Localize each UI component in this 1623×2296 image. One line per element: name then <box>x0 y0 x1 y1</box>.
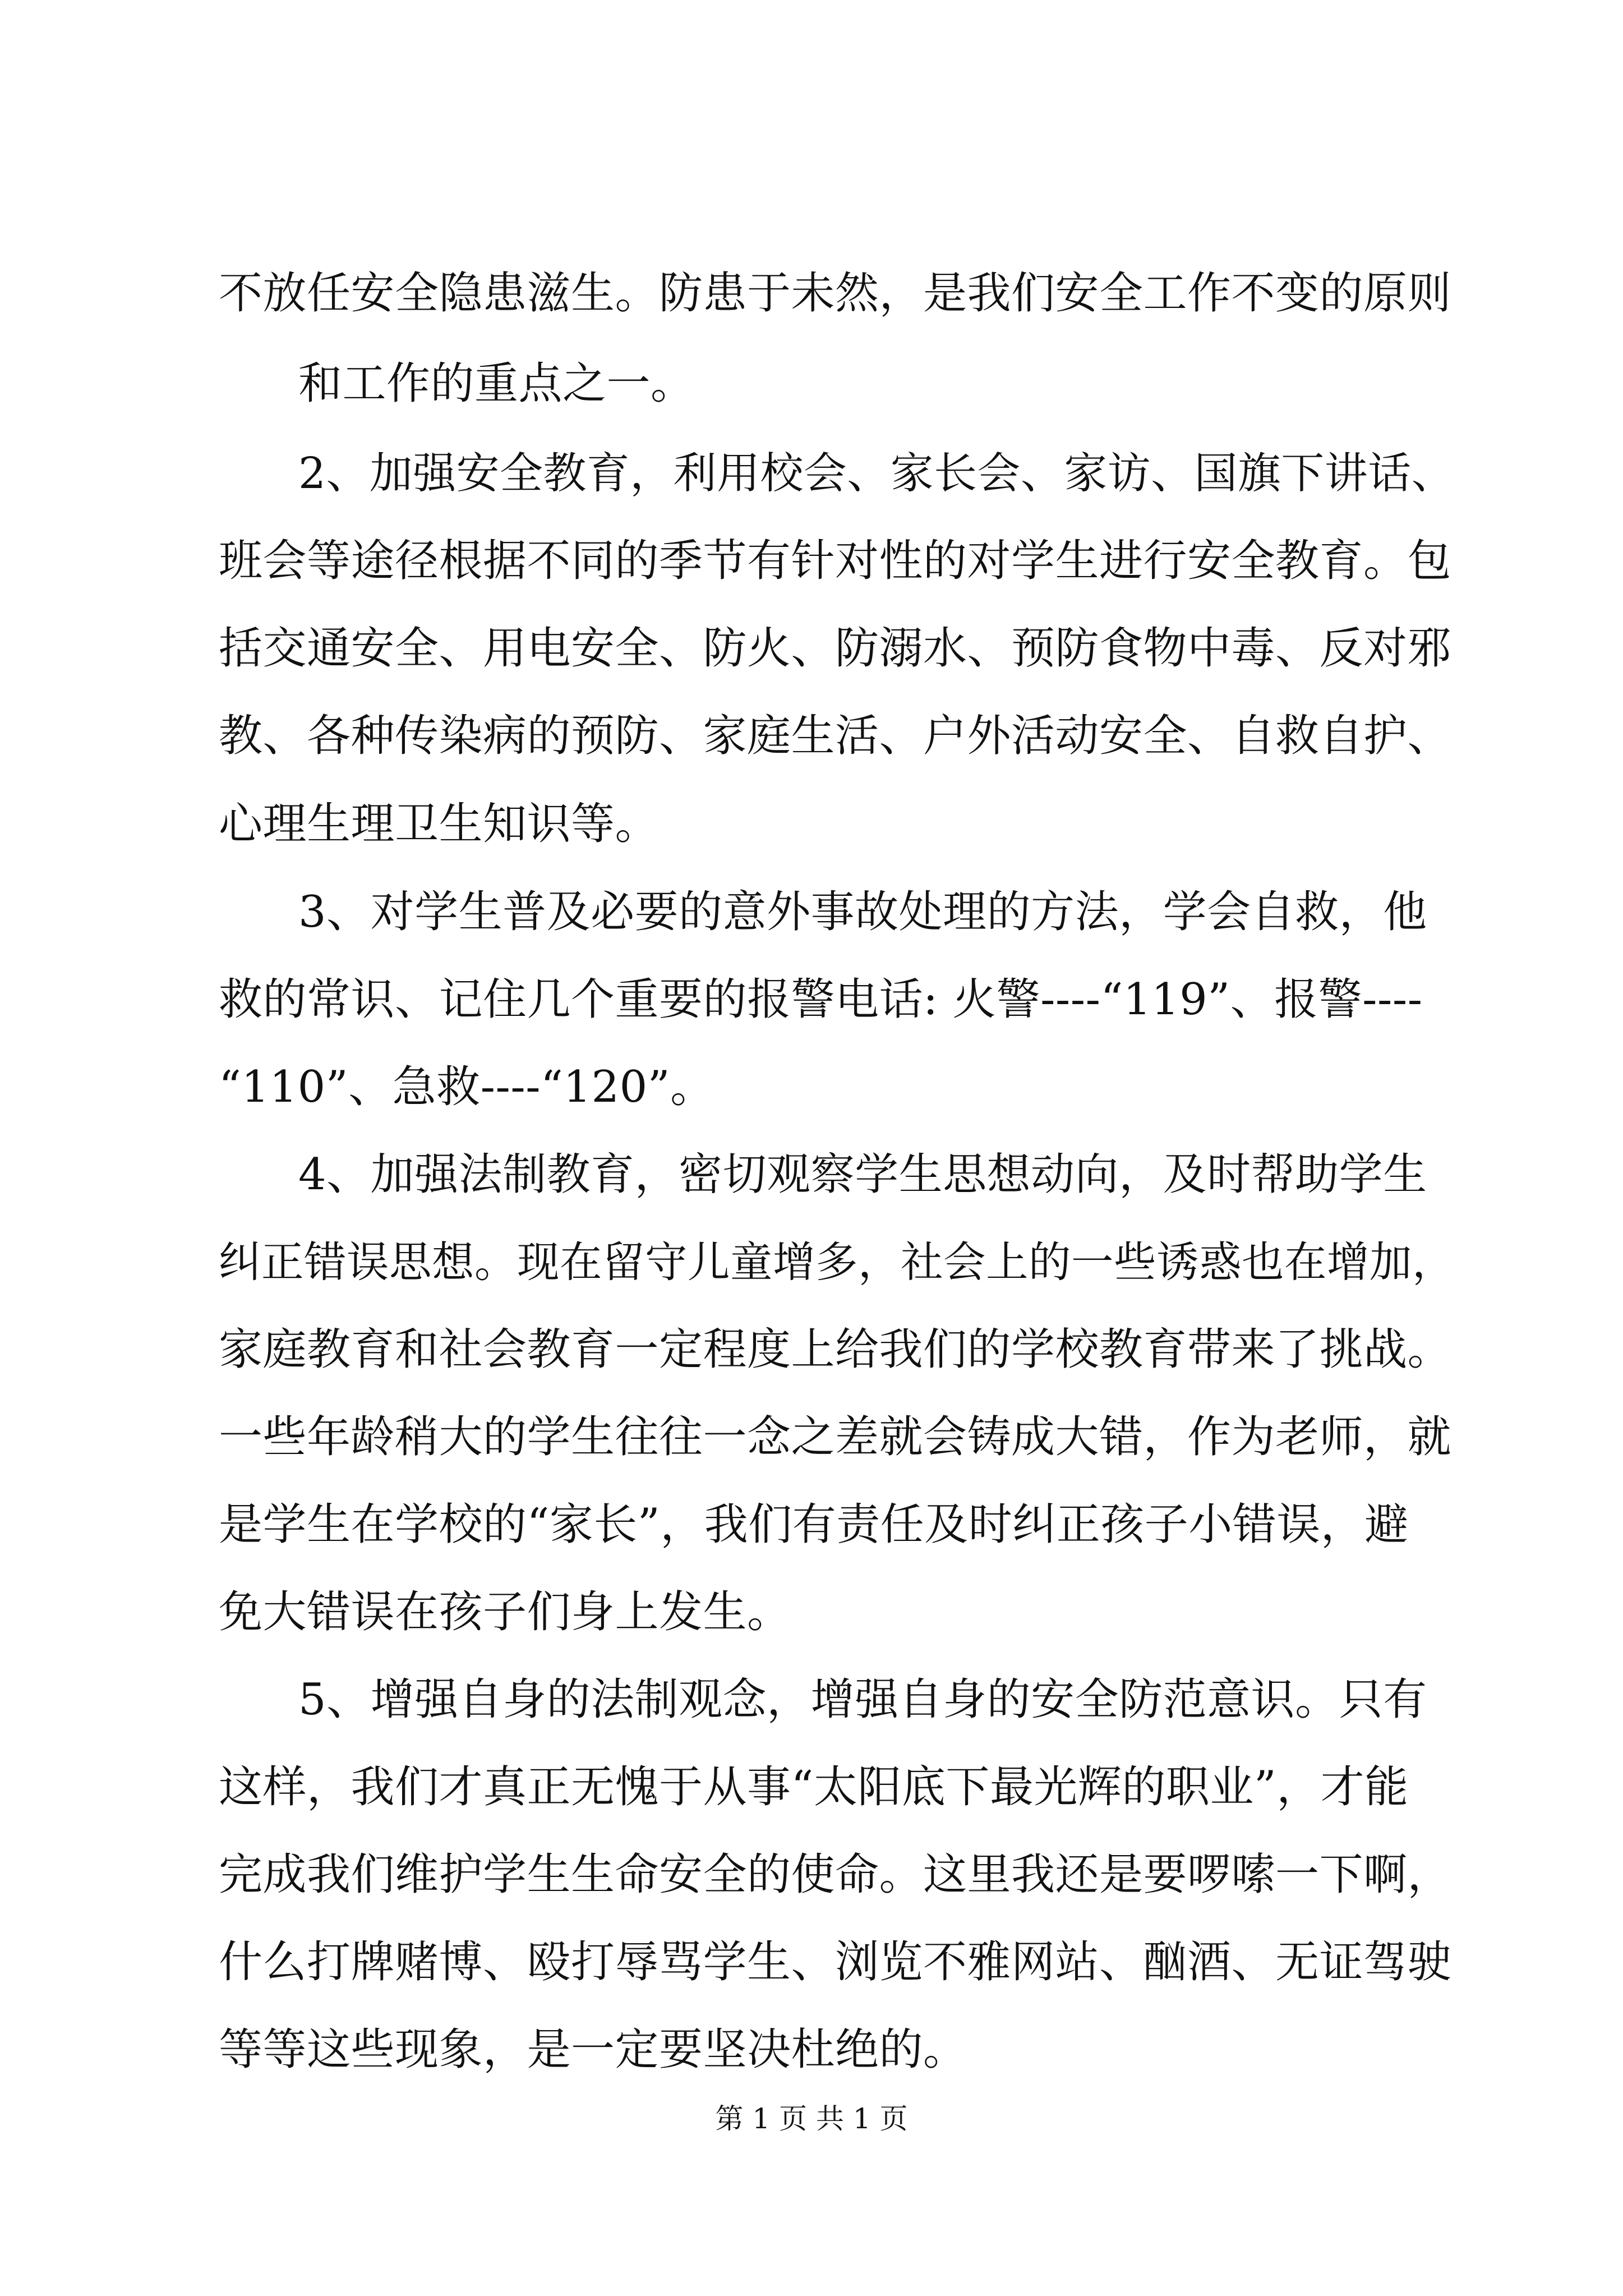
text-line-12: 纠正错误思想。现在留守儿童增多，社会上的一些诱惑也在增加， <box>219 1237 1455 1287</box>
text-line-5: 括交通安全、用电安全、防火、防溺水、预防食物中毒、反对邪 <box>219 623 1452 674</box>
text-line-13: 家庭教育和社会教育一定程度上给我们的学校教育带来了挑战。 <box>219 1324 1452 1375</box>
text-line-8: 3、对学生普及必要的意外事故处理的方法，学会自救，他 <box>298 887 1427 937</box>
text-line-11: 4、加强法制教育，密切观察学生思想动向，及时帮助学生 <box>298 1149 1427 1200</box>
text-line-7: 心理生理卫生知识等。 <box>219 799 660 849</box>
text-line-2: 和工作的重点之一。 <box>298 358 695 409</box>
text-line-21: 等等这些现象，是一定要坚决杜绝的。 <box>219 2024 967 2075</box>
text-line-10: “110”、急救----“120”。 <box>219 1062 714 1112</box>
text-line-19: 完成我们维护学生生命安全的使命。这里我还是要啰嗦一下啊， <box>219 1849 1452 1900</box>
text-line-18: 这样，我们才真正无愧于从事“太阳底下最光辉的职业”，才能 <box>219 1762 1409 1812</box>
page-footer: 第 1 页 共 1 页 <box>715 2102 908 2135</box>
text-line-14: 一些年龄稍大的学生往往一念之差就会铸成大错，作为老师，就 <box>219 1412 1452 1462</box>
text-line-3: 2、加强安全教育，利用校会、家长会、家访、国旗下讲话、 <box>298 449 1455 499</box>
text-line-16: 免大错误在孩子们身上发生。 <box>219 1587 791 1637</box>
text-line-20: 什么打牌赌博、殴打辱骂学生、浏览不雅网站、酗酒、无证驾驶 <box>219 1937 1452 1987</box>
text-line-17: 5、增强自身的法制观念，增强自身的安全防范意识。只有 <box>298 1674 1427 1725</box>
text-line-4: 班会等途径根据不同的季节有针对性的对学生进行安全教育。包 <box>219 536 1452 586</box>
text-line-9: 救的常识、记住几个重要的报警电话: 火警----“119”、报警---- <box>219 974 1423 1025</box>
text-line-15: 是学生在学校的“家长”，我们有责任及时纠正孩子小错误，避 <box>219 1499 1409 1550</box>
text-line-1: 不放任安全隐患滋生。防患于未然，是我们安全工作不变的原则 <box>219 268 1452 319</box>
text-line-6: 教、各种传染病的预防、家庭生活、户外活动安全、自救自护、 <box>219 711 1452 761</box>
